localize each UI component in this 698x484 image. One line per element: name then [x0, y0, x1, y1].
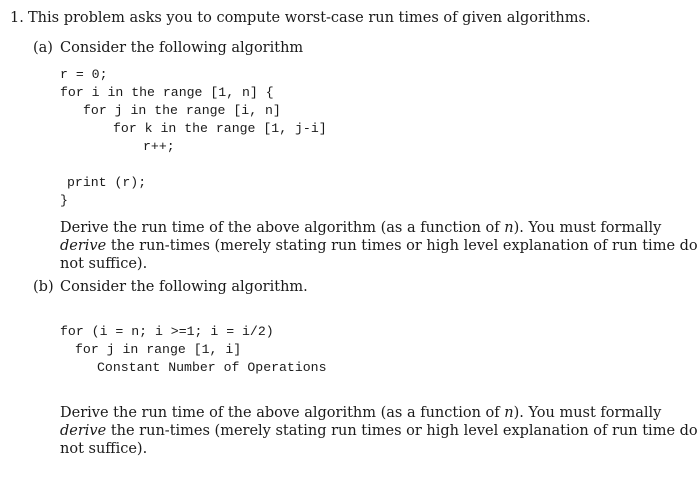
code-line: }: [60, 193, 68, 208]
part-b-label: (b): [33, 279, 54, 295]
code-line: for j in the range [i, n]: [83, 103, 281, 118]
instruction-line: derive the run-times (merely stating run times or high level explanation of run time do: [60, 423, 698, 439]
code-line: for k in the range [1, j-i]: [113, 121, 327, 136]
part-a-label: (a): [33, 40, 53, 56]
variable-n: n: [504, 405, 514, 421]
part-a-heading: Consider the following algorithm: [60, 40, 304, 56]
part-b-heading: Consider the following algorithm.: [60, 279, 308, 295]
code-line: for i in the range [1, n] {: [60, 85, 274, 100]
instruction-line: derive the run-times (merely stating run times or high level explanation of run time do: [60, 238, 698, 254]
code-line: for (i = n; i >=1; i = i/2): [60, 324, 274, 339]
derive-emphasis: derive: [60, 423, 107, 439]
code-line: print (r);: [67, 175, 147, 190]
code-line: r++;: [143, 139, 175, 154]
instruction-line: Derive the run time of the above algorithm (as a function of n). You must formally: [60, 405, 662, 421]
problem-number: 1.: [10, 10, 24, 26]
instruction-line: not suffice).: [60, 441, 148, 457]
instruction-line: not suffice).: [60, 256, 148, 272]
code-line: r = 0;: [60, 67, 108, 82]
problem-intro: This problem asks you to compute worst-case run times of given algorithms.: [28, 10, 591, 26]
code-line: Constant Number of Operations: [97, 360, 327, 375]
derive-emphasis: derive: [60, 238, 107, 254]
instruction-line: Derive the run time of the above algorithm (as a function of n). You must formally: [60, 220, 662, 236]
part-a-instructions: [60, 219, 698, 273]
part-b-instructions: [60, 404, 698, 458]
code-line: for j in range [1, i]: [75, 342, 242, 357]
variable-n: n: [504, 220, 514, 236]
